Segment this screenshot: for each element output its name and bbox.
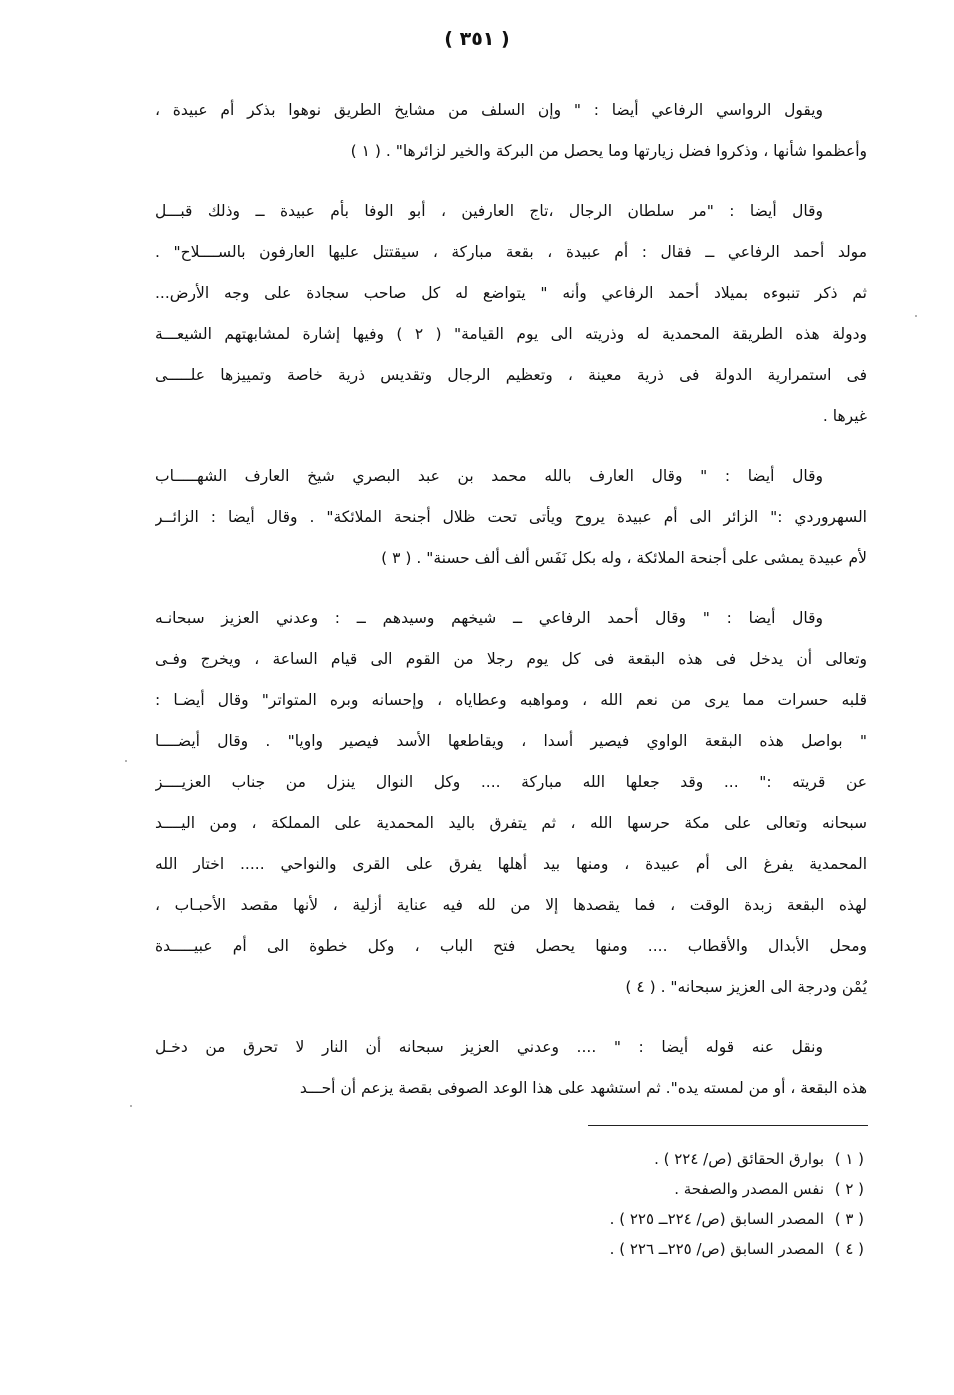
paragraph — [155, 463, 867, 571]
text-line: فى استمرارية الدولة فى ذرية معينة ، وتعظيم الرجال وتقديس ذرية خاصة وتمييزها علـــــى — [155, 366, 867, 384]
paragraph — [155, 97, 867, 164]
text-line: هذه البقعة ، أو من لمسته يده". ثم استشهد على هذا الوعد الصوفى بقصة يزعم أن أحـــد — [299, 1079, 867, 1097]
footnote — [444, 1238, 864, 1260]
paragraph — [155, 605, 867, 1000]
footnote-text: المصدر السابق (ص/ ٢٢٥ــ ٢٢٦ ) . — [609, 1240, 824, 1258]
body-text — [155, 97, 867, 1135]
footnote-text: بوارق الحقائق (ص/ ٢٢٤ ) . — [654, 1150, 824, 1168]
footnote-number: ( ٢ ) — [834, 1180, 864, 1198]
text-line: ويقول الرواسي الرفاعي أيضا : " وإن السلف من مشايخ الطريق نوهوا بذكر أم عبيدة ، — [155, 101, 823, 119]
footnote — [444, 1178, 864, 1200]
text-line: ومحل الأبدال والأقطاب .... ومنها يحصل فتح الباب ، وكل خطوة الى أم عبيـــــدة — [155, 937, 867, 955]
text-line: المحمدية يفرغ الى أم عبيدة ، ومنها بيد أهلها يفرق على القرى والنواحي ..... اختار الله — [155, 855, 867, 873]
footnote — [444, 1148, 864, 1170]
footnote — [444, 1208, 864, 1230]
text-line: يُمْن ودرجة الى العزيز سبحانه" . ( ٤ ) — [625, 978, 867, 996]
text-line: وقال أيضا : "مر سلطان الرجال ،تاج العارفين ، أبو الوفا بأم عبيدة ــ وذلك قبـــل — [155, 202, 823, 220]
paragraph — [155, 198, 867, 429]
text-line: ونقل عنه قوله أيضا : " .... وعدني العزيز سبحانه أن النار لا تحرق من دخـل — [155, 1038, 823, 1056]
text-line: وأعظموا شأنها ، وذكروا فضل زيارتها وما يحصل من البركة والخير لزائرها" . ( ١ ) — [350, 142, 867, 160]
text-line: قلبه حسرات مما يرى من نعم الله ، ومواهبه وعطاياه ، وإحسانه وبره المتواتر" وقال أيضـا : — [155, 691, 867, 709]
footnote-number: ( ٣ ) — [834, 1210, 864, 1228]
footnote-text: المصدر السابق (ص/ ٢٢٤ــ ٢٢٥ ) . — [609, 1210, 824, 1228]
text-line: وقال أيضا : " وقال العارف بالله محمد بن عبد البصري شيخ العارف الشهـــــاب — [155, 467, 823, 485]
footnote-divider — [588, 1125, 868, 1126]
text-line: لأم عبيدة يمشى على أجنحة الملائكة ، وله بكل نَفَس ألف ألف حسنة" . ( ٣ ) — [381, 549, 867, 567]
text-line: وقال أيضا : " وقال أحمد الرفاعي ــ شيخهم وسيدهم ــ : وعدني العزيز سبحانـه — [155, 609, 823, 627]
page-number: ( ٣٥١ ) — [444, 28, 510, 50]
text-line: غيرها . — [822, 407, 867, 425]
text-line: " بواصل هذه البقعة الواوي فيصير أسدا ، ويقاطعها الأسد فيصير واويا" . وقال أيضــــا — [155, 732, 867, 750]
text-line: لهذه البقعة زبدة الوقت ، فما يقصدها إلا من لله فيه عناية أزلية ، لأنها مقصد الأحبـاب ، — [155, 896, 867, 914]
footnote-number: ( ١ ) — [834, 1150, 864, 1168]
text-line: ثم ذكر تنبوءه بميلاد أحمد الرفاعي وأنه " يتواضع له كل صاحب سجادة على وجه الأرض... — [155, 284, 867, 302]
footnote-text: نفس المصدر والصفحة . — [674, 1180, 824, 1198]
paragraph — [155, 1034, 867, 1101]
text-line: مولد أحمد الرفاعي ــ فقال : أم عبيدة ، بقعة مباركة ، سيقتتل عليها العارفون بالســــلاح" . — [155, 243, 867, 261]
text-line: عن قريته :" ... وقد جعلها الله مباركة .... وكل النوال ينزل من جناب العزيــــز — [155, 773, 867, 791]
text-line: ودولة هذه الطريقة المحمدية له وذريته الى يوم القيامة" ( ٢ ) وفيها إشارة لمشابهتهم الشيعـــة — [155, 325, 867, 343]
footnote-number: ( ٤ ) — [834, 1240, 864, 1258]
text-line: سبحانه وتعالى على مكة حرسها الله ، ثم يتفرق باليد المحمدية على المملكة ، ومن اليــــد — [155, 814, 867, 832]
text-line: السهروردي :" الزائر الى أم عبيدة يروح ويأتى تحت ظلال أجنحة الملائكة" . وقال أيضا : الزائــر — [155, 508, 867, 526]
text-line: وتعالى أن يدخل فى هذه البقعة فى كل يوم رجلا من القوم الى قيام الساعة ، ويخرج وفـى — [155, 650, 867, 668]
footnotes-list — [444, 1148, 864, 1268]
